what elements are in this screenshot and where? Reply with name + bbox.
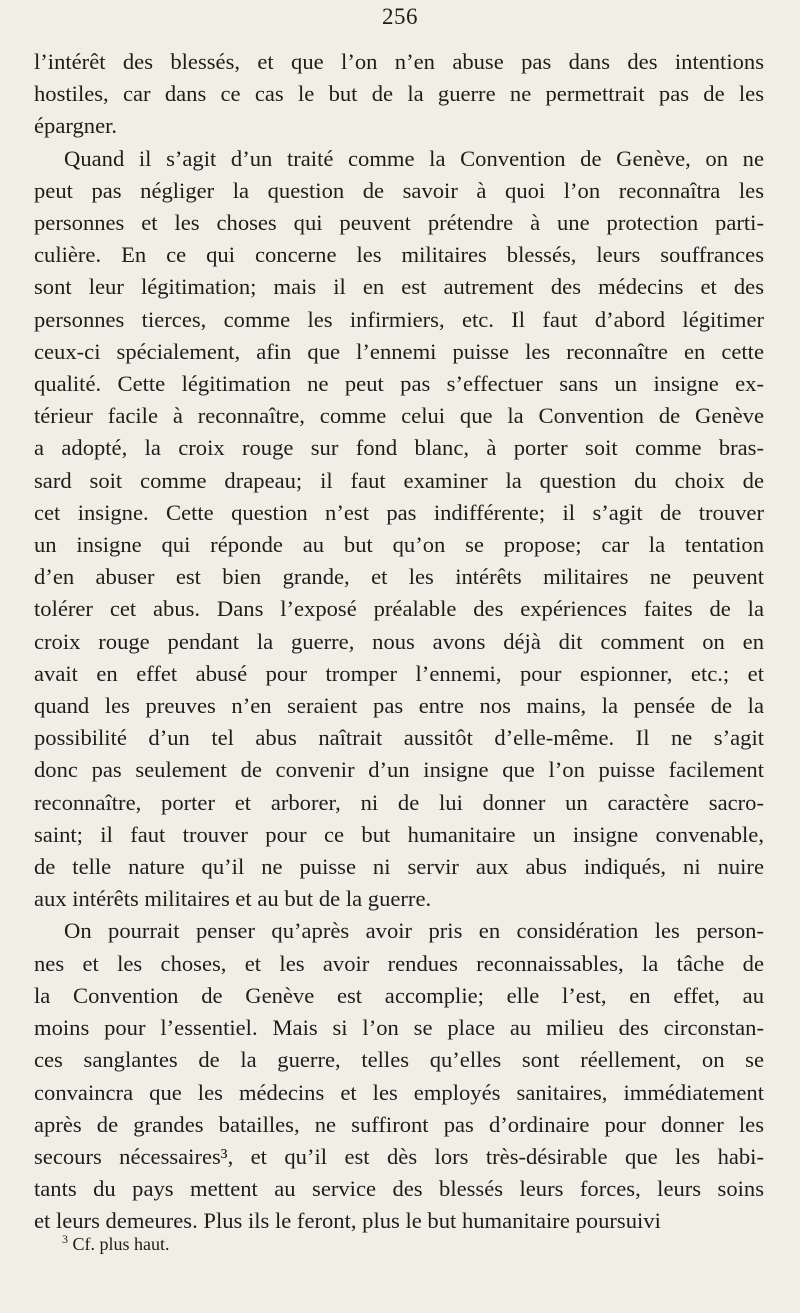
- footnote-marker: 3: [62, 1232, 68, 1246]
- text-line: cet insigne. Cette question n’est pas indifférente; il s’agit de trouver: [34, 499, 764, 525]
- text-line: possibilité d’un tel abus naîtrait aussitôt d’elle-même. Il ne s’agit: [34, 725, 764, 751]
- text-line: a adopté, la croix rouge sur fond blanc, à porter soit comme bras-: [34, 435, 764, 461]
- text-line: culière. En ce qui concerne les militaires blessés, leurs souffrances: [34, 242, 764, 268]
- page-number: 256: [382, 4, 418, 29]
- text-line: qualité. Cette légitimation ne peut pas s’effectuer sans un insigne ex-: [34, 371, 764, 397]
- text-line: reconnaître, porter et arborer, ni de lui donner un caractère sacro-: [34, 789, 764, 815]
- text-line: moins pour l’essentiel. Mais si l’on se place au milieu des circonstan-: [34, 1015, 764, 1041]
- text-line: On pourrait penser qu’après avoir pris en considération les person-: [64, 918, 764, 944]
- text-line: peut pas négliger la question de savoir à quoi l’on reconnaîtra les: [34, 177, 764, 203]
- text-line: saint; il faut trouver pour ce but humanitaire un insigne convenable,: [34, 821, 764, 847]
- text-line: de telle nature qu’il ne puisse ni servir aux abus indiqués, ni nuire: [34, 854, 764, 880]
- text-line: personnes et les choses qui peuvent prétendre à une protection parti-: [34, 210, 764, 236]
- text-line: tolérer cet abus. Dans l’exposé préalable des expériences faites de la: [34, 596, 764, 622]
- text-line: convaincra que les médecins et les employés sanitaires, immédiatement: [34, 1079, 764, 1105]
- text-line: quand les preuves n’en seraient pas entre nos mains, la pensée de la: [34, 693, 764, 719]
- text-line: térieur facile à reconnaître, comme celui que la Convention de Genève: [34, 403, 764, 429]
- text-line: avait en effet abusé pour tromper l’ennemi, pour espionner, etc.; et: [34, 660, 764, 686]
- paragraph: [34, 46, 764, 143]
- text-line: croix rouge pendant la guerre, nous avons déjà dit comment on en: [34, 628, 764, 654]
- text-line: tants du pays mettent au service des blessés leurs forces, leurs soins: [34, 1176, 764, 1202]
- paragraph: [34, 915, 764, 1237]
- text-line: épargner.: [34, 113, 118, 139]
- text-line: ces sanglantes de la guerre, telles qu’elles sont réellement, on se: [34, 1047, 764, 1073]
- text-line: l’intérêt des blessés, et que l’on n’en abuse pas dans des intentions: [34, 49, 764, 74]
- text-line: après de grandes batailles, ne suffiront pas d’ordinaire pour donner les: [34, 1111, 764, 1137]
- text-line: ceux-ci spécialement, afin que l’ennemi puisse les reconnaître en cette: [34, 338, 764, 364]
- text-line: donc pas seulement de convenir d’un insigne que l’on puisse facilement: [34, 757, 764, 783]
- text-line: hostiles, car dans ce cas le but de la guerre ne permettrait pas de les: [34, 81, 764, 107]
- text-line: Quand il s’agit d’un traité comme la Convention de Genève, on ne: [64, 145, 764, 171]
- text-line: personnes tierces, comme les infirmiers, etc. Il faut d’abord légitimer: [34, 306, 764, 332]
- text-line: aux intérêts militaires et au but de la guerre.: [34, 886, 432, 912]
- text-line: la Convention de Genève est accomplie; elle l’est, en effet, au: [34, 982, 764, 1008]
- text-line: secours nécessaires³, et qu’il est dès lors très-désirable que les habi-: [34, 1143, 764, 1169]
- body-text: [34, 46, 764, 1238]
- footnote-text: Cf. plus haut.: [72, 1234, 170, 1254]
- text-line: d’en abuser est bien grande, et les intérêts militaires ne peuvent: [34, 564, 764, 590]
- paragraph: [34, 143, 764, 916]
- text-line: un insigne qui réponde au but qu’on se propose; car la tentation: [34, 532, 764, 558]
- text-line: sard soit comme drapeau; il faut examiner la question du choix de: [34, 467, 764, 493]
- footnote: [62, 1233, 170, 1255]
- text-line: sont leur légitimation; mais il en est autrement des médecins et des: [34, 274, 764, 300]
- text-line: nes et les choses, et les avoir rendues reconnaissables, la tâche de: [34, 950, 764, 976]
- text-line: et leurs demeures. Plus ils le feront, plus le but humanitaire poursuivi: [34, 1208, 661, 1234]
